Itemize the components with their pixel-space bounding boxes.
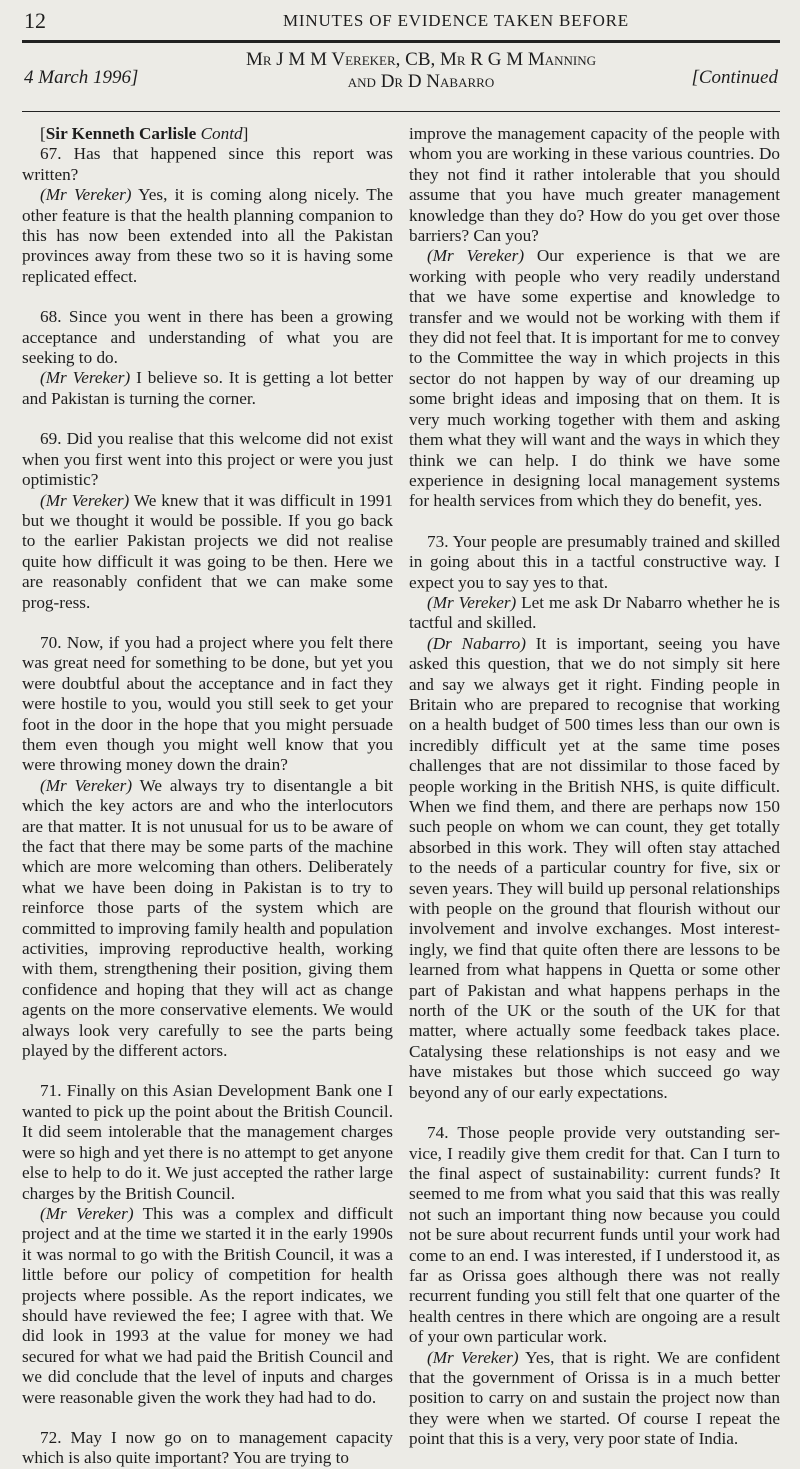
header-rule — [22, 40, 780, 43]
question-74: 74. Those people provide very outstanding ser-vice, I readily give them credit for that. Can I turn to the final aspect of sustainability: current funds? It seemed to me from what you said that this was really not such an important thing now because you could not be sure about recurrent funds until your work had come to an end. I was interested, if I understood it, as far as Orissa goes although there was not really recurrent funding you still felt that one quarter of the health centres in there which are ongoing are a result of your own particular work. — [409, 1123, 780, 1347]
answer-72: (Mr Vereker) Our experience is that we are working with people who very readily understand that we have some expertise and knowledge to transfer and we would not be working with them if they did not feel that. It is important for me to convey to the Committee the way in which projects in this sector do not happen by way of our dreaming up some bright ideas and imposing that on them. It is very much working together with them and asking them what they will want and the ways in which they think we can help. I do think we have some experience in designing local management systems for health services from which they do benefit, yes. — [409, 246, 780, 511]
session-witnesses — [222, 49, 620, 93]
answer-71: (Mr Vereker) This was a complex and difficult project and at the time we started it in the early 1990s it was normal to go with the British Council, it was a little before our policy of competition for health projects where possible. As the report indicates, we should have reviewed the fee; I agree with that. We did look in 1993 at the value for money we had secured for what we had paid the British Council and we did conclude that the level of inputs and charges were reasonable given the work they had had to do. — [22, 1203, 393, 1407]
session-date: 4 March 1996] — [24, 67, 139, 88]
speaker-label: (Mr Vereker) — [40, 490, 130, 510]
answer-67: (Mr Vereker) Yes, it is coming along nicely. The other feature is that the health planning companion to this has now been extended into all the Pakistan provinces away from these two so it is having some replicated effect. — [22, 185, 393, 286]
witnesses-line-2: and Dr D Nabarro — [347, 71, 495, 92]
question-73: 73. Your people are presumably trained and skilled in going about this in a tactful constructive way. I expect you to say yes to that. — [409, 531, 780, 592]
text-columns — [22, 124, 780, 1469]
page-number: 12 — [24, 8, 46, 33]
speaker-label: (Mr Vereker) — [427, 1347, 519, 1367]
speaker-label: (Mr Vereker) — [40, 368, 131, 388]
question-72-continued: improve the management capacity of the people with whom you are working in these various countries. Do they not find it rather intolerable that you should assume that you have much greater management knowledge than they do? How do you get over those barriers? Can you? — [409, 124, 780, 246]
speaker-label: (Mr Vereker) — [427, 592, 517, 612]
question-70: 70. Now, if you had a project where you felt there was great need for something to be done, but yet you were doubtful about the acceptance and in fact they were hostile to you, would you still seek to get your foot in the door in the hope that you might persuade them even though you might well know that you were throwing money down the drain? — [22, 632, 393, 775]
questioner-contd: Contd — [200, 124, 243, 143]
question-69: 69. Did you realise that this welcome did not exist when you first went into this project or were you just optimistic? — [22, 429, 393, 490]
questioner-heading: [Sir Kenneth Carlisle Contd] — [40, 124, 249, 143]
questioner-name: Sir Kenneth Carlisle — [45, 124, 197, 143]
running-title: MINUTES OF EVIDENCE TAKEN BEFORE — [283, 11, 629, 30]
speaker-label: (Dr Nabarro) — [427, 633, 526, 653]
right-column — [409, 124, 780, 1469]
running-head — [22, 0, 780, 40]
answer-68: (Mr Vereker) I believe so. It is getting a lot better and Pakistan is turning the corner. — [22, 368, 393, 408]
speaker-label: (Mr Vereker) — [40, 775, 133, 795]
witnesses-line-1: Mr J M M Vereker, CB, Mr R G M Manning — [245, 49, 597, 70]
question-72-start: 72. May I now go on to management capacity which is also quite important? You are trying to — [22, 1427, 393, 1468]
question-68: 68. Since you went in there has been a growing acceptance and understanding of what you are seeking to do. — [22, 307, 393, 368]
speaker-label: (Mr Vereker) — [427, 246, 525, 266]
question-67: 67. Has that happened since this report was written? — [22, 144, 393, 184]
answer-73-vereker: (Mr Vereker) Let me ask Dr Nabarro whether he is tactful and skilled. — [409, 592, 780, 633]
left-column — [22, 124, 393, 1469]
session-rule — [22, 111, 780, 112]
session-header — [22, 49, 780, 107]
answer-69: (Mr Vereker) We knew that it was difficult in 1991 but we thought it would be possible. If you go back to the earlier Pakistan projects we did not realise quite how difficult it was going to be then. Here we are reasonably confident that we can make some prog-ress. — [22, 490, 393, 612]
answer-73-nabarro: (Dr Nabarro) It is important, seeing you have asked this question, that we do not simply sit here and say we always get it right. Finding people in Britain who are prepared to recognise that working on a health budget of 500 times less than our own is incredibly difficult yet at the same time poses challenges that are not dissimilar to those faced by people working in the British NHS, is quite difficult. When we find them, and there are perhaps now 150 such people on whom we can count, they get totally absorbed in this work. They will often stay attached to the needs of a particular country for five, six or seven years. They will build up personal relationships with people on the ground that flourish without our involvement and involve exchanges. Most interest-ingly, we find that quite often there are lessons to be learned from what happens in Quetta or some other part of Pakistan and what happens perhaps in the north of the UK or the south of the UK for that matter, where actually some feedback takes place. Catalysing these relationships is not easy and we have mistakes but those which succeed go way beyond any of our early expectations. — [409, 633, 780, 1102]
answer-70: (Mr Vereker) We always try to disentangle a bit which the key actors are and who the interlocutors are that matter. It is not unusual for us to be aware of the fact that there may be some parts of the machine which are more welcoming than others. Deliberately what we have been doing in Pakistan is to try to reinforce those parts of the system which are committed to improving family health and population activities, improving reproductive health, working with them, strengthening their position, giving them confidence and hoping that they will act as change agents on the more conservative elements. We would always look very carefully to see the parts being played by the different actors. — [22, 775, 393, 1061]
question-71: 71. Finally on this Asian Development Bank one I wanted to pick up the point about the British Council. It did seem intolerable that the management charges were so high and yet there is no attempt to get anyone else to help to do it. We just accepted the rather large charges by the British Council. — [22, 1081, 393, 1203]
speaker-label: (Mr Vereker) — [40, 185, 132, 205]
continued-label: [Continued — [691, 67, 778, 88]
answer-74: (Mr Vereker) Yes, that is right. We are confident that the government of Orissa is in a much better position to carry on and sustain the project now than they were when we started. Of course I repeat the point that this is a very, very poor state of India. — [409, 1347, 780, 1449]
speaker-label: (Mr Vereker) — [40, 1203, 134, 1223]
